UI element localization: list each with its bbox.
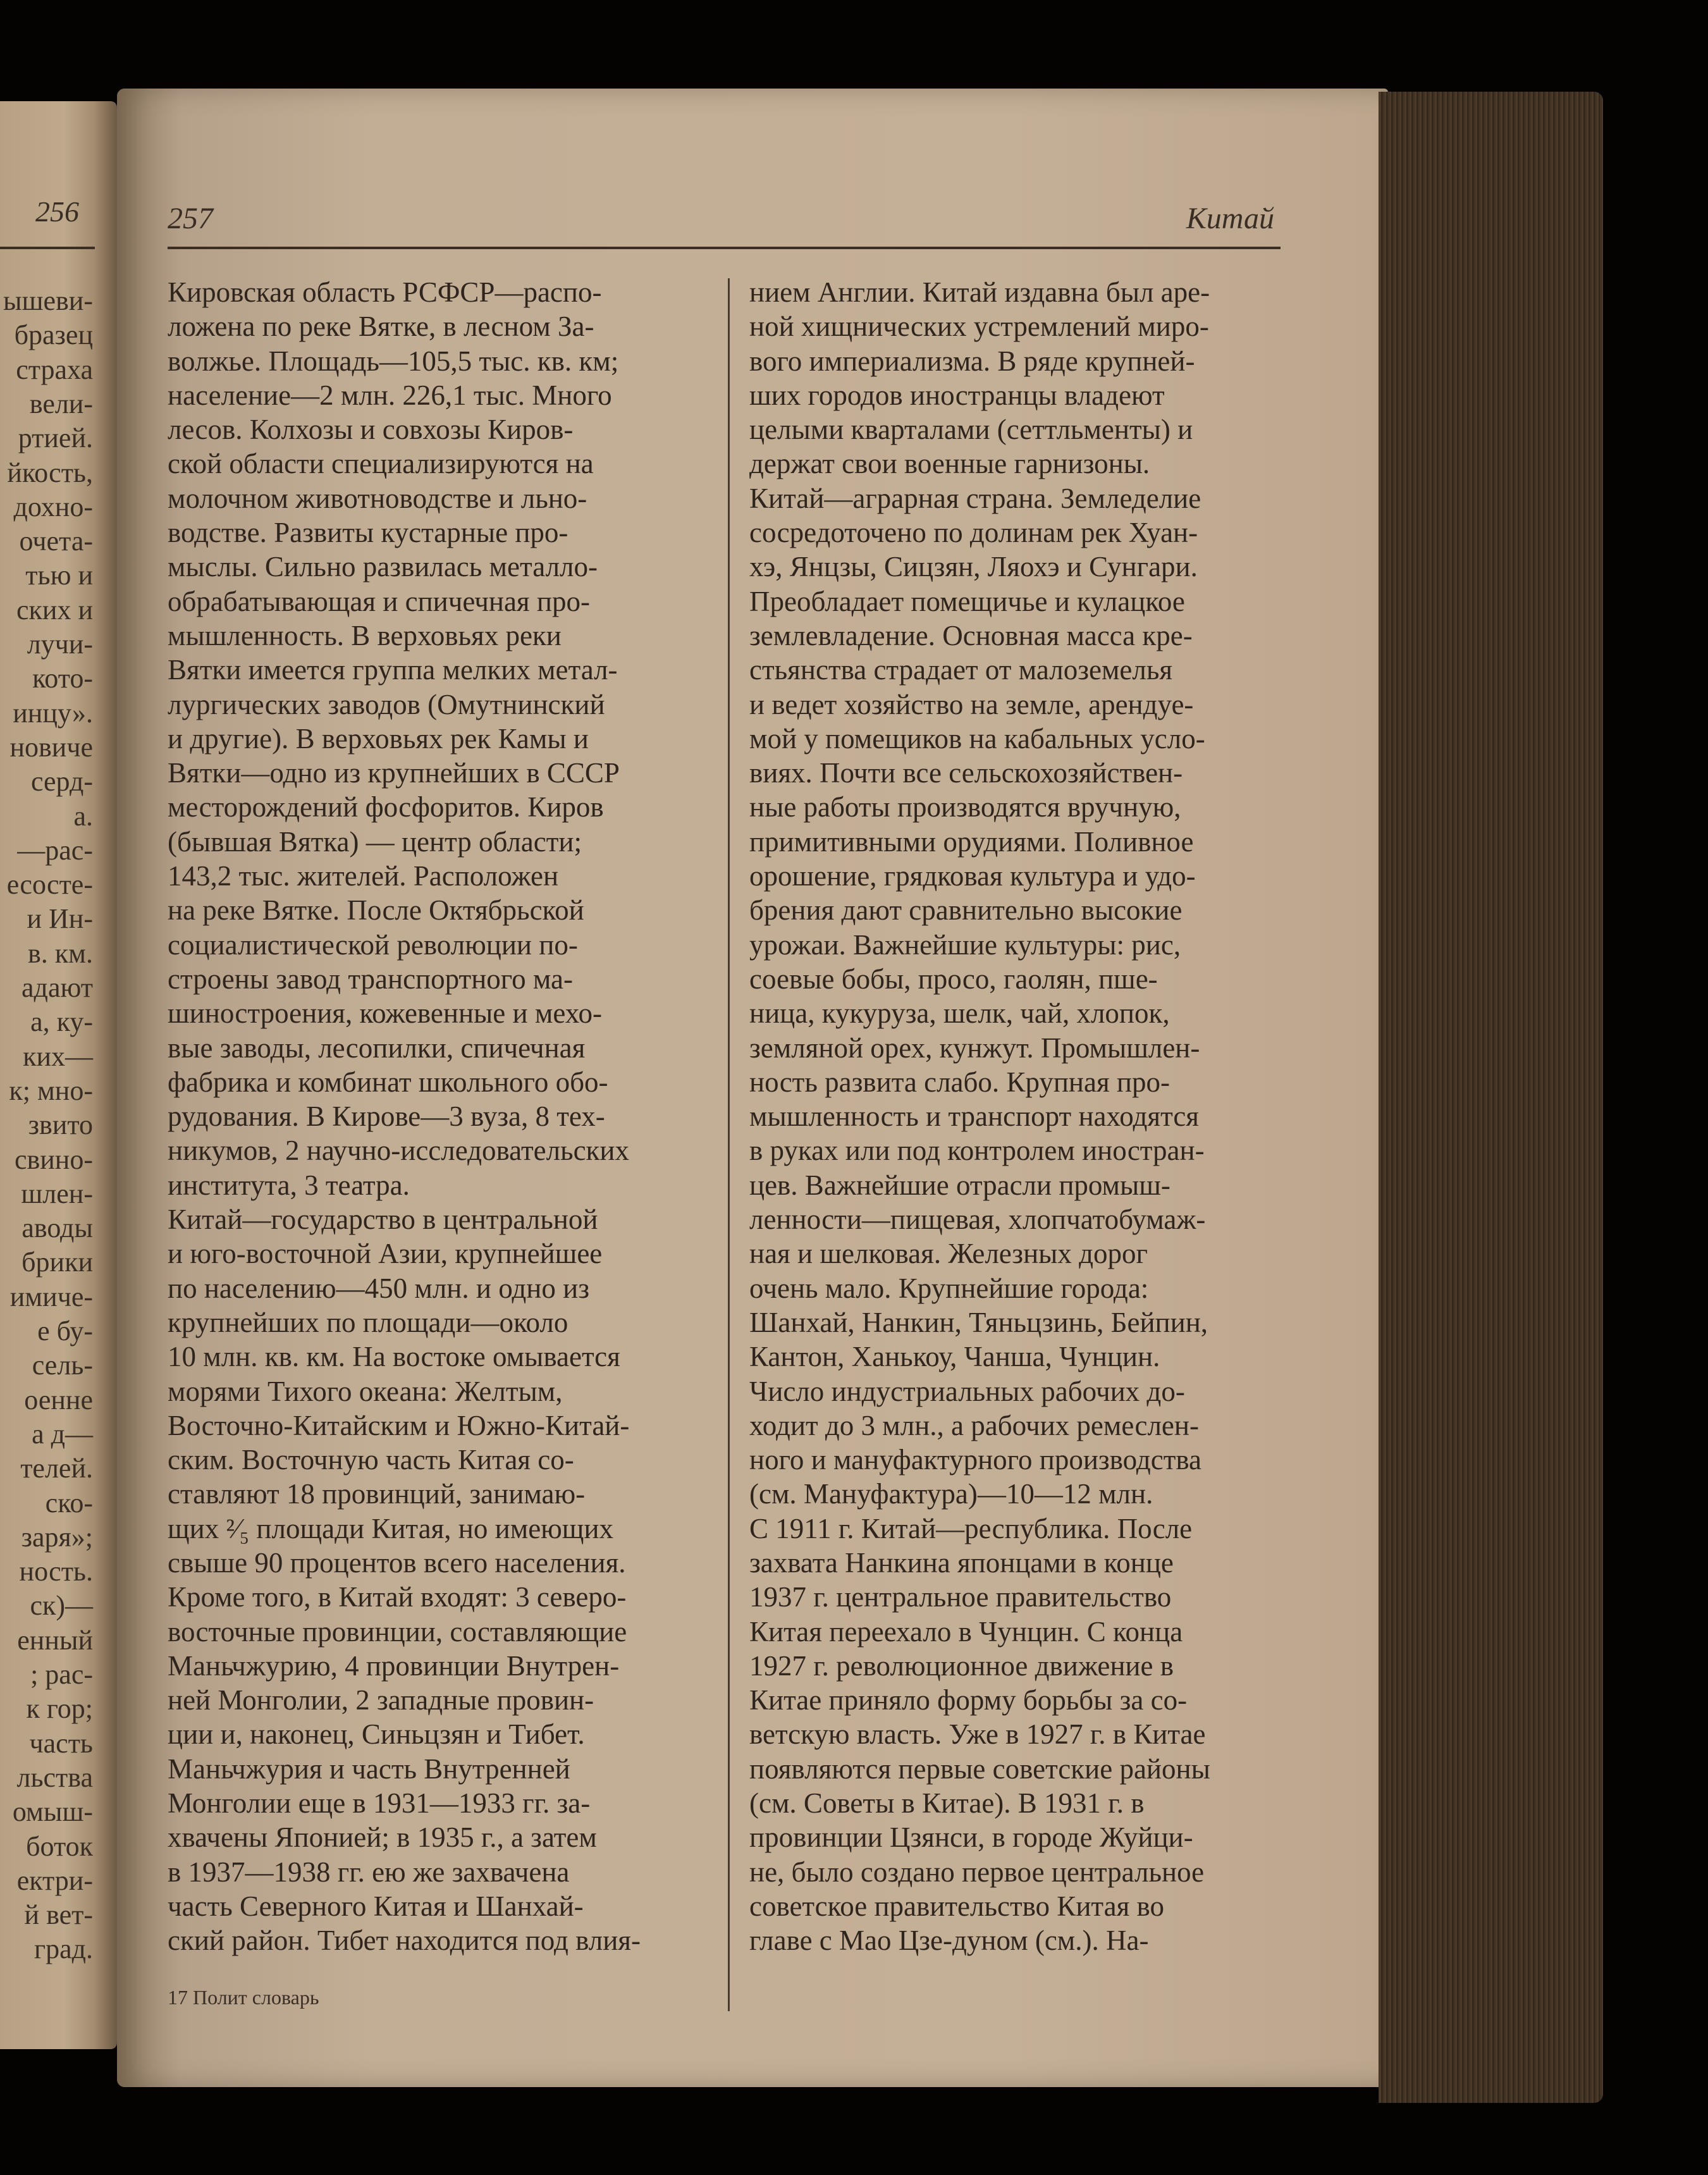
- text-line: брения дают сравнительно высокие: [749, 894, 1183, 927]
- text-line: хэ, Янцзы, Сицзян, Ляохэ и Сунгари.: [749, 551, 1198, 583]
- previous-page-line: а, ку-: [30, 1006, 93, 1038]
- text-line: часть Северного Китая и Шанхай-: [168, 1890, 584, 1922]
- previous-page-line: инцу».: [13, 697, 93, 729]
- previous-page-line: имиче-: [9, 1281, 93, 1312]
- text-line: земляной орех, кунжут. Промышлен-: [749, 1032, 1200, 1064]
- text-line: ней Монголии, 2 западные провин-: [168, 1684, 594, 1716]
- previous-page-line: шлен-: [21, 1178, 93, 1209]
- previous-page-line: ких—: [23, 1040, 93, 1072]
- previous-page-line: ектри-: [16, 1864, 93, 1896]
- text-line: мышленность и транспорт находятся: [749, 1100, 1199, 1133]
- previous-page-line: вели-: [29, 388, 93, 419]
- text-line: Кроме того, в Китай входят: 3 северо-: [168, 1581, 627, 1613]
- text-line: Монголии еще в 1931—1933 гг. за-: [168, 1787, 591, 1820]
- text-line: ходит до 3 млн., а рабочих ремеслен-: [749, 1409, 1199, 1441]
- text-line: ветскую власть. Уже в 1927 г. в Китае: [749, 1718, 1206, 1751]
- previous-page-line: серд-: [30, 766, 93, 798]
- text-line: Вятки—одно из крупнейших в СССР: [168, 757, 620, 789]
- text-line: появляются первые советские районы: [749, 1753, 1210, 1785]
- text-line: обрабатывающая и спичечная про-: [168, 585, 590, 617]
- text-line: ного и мануфактурного производства: [749, 1444, 1201, 1476]
- previous-page-line: брики: [22, 1247, 93, 1278]
- text-line: (см. Мануфактура)—10—12 млн.: [749, 1478, 1153, 1510]
- previous-page-line: к; мно-: [9, 1075, 93, 1106]
- page-number: 257: [168, 202, 213, 235]
- text-line: ших городов иностранцы владеют: [749, 379, 1165, 411]
- text-line: урожаи. Важнейшие культуры: рис,: [749, 928, 1181, 961]
- previous-page-line: ; рас-: [30, 1659, 93, 1690]
- text-line: Китай—аграрная страна. Земледелие: [749, 482, 1201, 514]
- text-line: на реке Вятке. После Октябрьской: [168, 894, 584, 927]
- text-line: рудования. В Кирове—3 вуза, 8 тех-: [168, 1100, 605, 1133]
- text-line: ставляют 18 провинций, занимаю-: [168, 1478, 586, 1510]
- text-line: Шанхай, Нанкин, Тяньцзинь, Бейпин,: [749, 1306, 1208, 1338]
- previous-page-line: дохно-: [13, 491, 93, 522]
- text-line: 10 млн. кв. км. На востоке омывается: [168, 1341, 620, 1373]
- text-line: мышленность. В верховьях реки: [168, 619, 562, 651]
- text-line: месторождений фосфоритов. Киров: [168, 791, 604, 823]
- text-line: главе с Мао Цзе-дуном (см.). На-: [749, 1925, 1149, 1957]
- previous-page-line: новиче: [9, 731, 93, 763]
- text-line: ленности—пищевая, хлопчатобумаж-: [749, 1204, 1206, 1236]
- page: [117, 89, 1388, 2087]
- previous-page-line: омыш-: [12, 1796, 93, 1828]
- text-line: волжье. Площадь—105,5 тыс. кв. км;: [168, 345, 619, 377]
- text-line: ской области специализируются на: [168, 448, 594, 480]
- previous-page-line: звито: [28, 1109, 93, 1141]
- text-line: Преобладает помещичье и кулацкое: [749, 585, 1185, 617]
- previous-page-line: град.: [34, 1933, 93, 1965]
- text-line: морями Тихого океана: Желтым,: [168, 1375, 563, 1407]
- text-line: и юго-восточной Азии, крупнейшее: [168, 1238, 603, 1270]
- text-line: восточные провинции, составляющие: [168, 1615, 627, 1648]
- previous-page-line: ско-: [45, 1487, 93, 1519]
- previous-page-line: очета-: [19, 526, 93, 557]
- text-line: ная и шелковая. Железных дорог: [749, 1238, 1148, 1270]
- text-line: держат свои военные гарнизоны.: [749, 448, 1150, 480]
- text-line: С 1911 г. Китай—республика. После: [749, 1512, 1193, 1544]
- text-line: никумов, 2 научно-исследовательских: [168, 1135, 629, 1167]
- text-line: ложена по реке Вятке, в лесном За-: [168, 311, 594, 343]
- previous-page-line: сель-: [32, 1350, 93, 1381]
- text-line: 143,2 тыс. жителей. Расположен: [168, 860, 559, 892]
- previous-page-line: аводы: [22, 1212, 93, 1244]
- text-line: лесов. Колхозы и совхозы Киров-: [168, 414, 574, 446]
- previous-page-line: заря»;: [21, 1521, 93, 1553]
- previous-page-number: 256: [35, 195, 79, 228]
- text-line: Кантон, Ханькоу, Чанша, Чунцин.: [749, 1341, 1160, 1373]
- previous-page-line: ность.: [19, 1556, 93, 1587]
- text-line: целыми кварталами (сеттльменты) и: [749, 414, 1193, 446]
- text-line: мыслы. Сильно развилась металло-: [168, 551, 598, 583]
- previous-page-line: —рас-: [17, 834, 93, 866]
- text-line: мой у помещиков на кабальных усло-: [749, 722, 1205, 755]
- previous-page-line: енный: [17, 1624, 93, 1656]
- text-line: хвачены Японией; в 1935 г., а затем: [168, 1821, 597, 1854]
- text-line: молочном животноводстве и льно-: [168, 482, 587, 514]
- text-line: население—2 млн. 226,1 тыс. Много: [168, 379, 612, 411]
- previous-page-line: ских и: [16, 594, 93, 625]
- text-line: Китай—государство в центральной: [168, 1204, 598, 1236]
- text-line: Кировская область РСФСР—распо-: [168, 276, 602, 308]
- previous-page-rule: [0, 247, 95, 249]
- previous-page-line: а.: [73, 800, 93, 832]
- text-line: очень мало. Крупнейшие города:: [749, 1272, 1149, 1304]
- text-line: Китая переехало в Чунцин. С конца: [749, 1615, 1183, 1648]
- text-line: института, 3 театра.: [168, 1169, 410, 1201]
- text-line: 1927 г. революционное движение в: [749, 1649, 1174, 1682]
- previous-page-line: в. км.: [28, 937, 93, 969]
- text-line: ность развита слабо. Крупная про-: [749, 1066, 1170, 1098]
- previous-page-line: йкость,: [7, 457, 93, 488]
- text-line: строены завод транспортного ма-: [168, 963, 574, 995]
- previous-page-line: льства: [16, 1761, 93, 1793]
- text-line: (см. Советы в Китае). В 1931 г. в: [749, 1787, 1145, 1820]
- text-line: соевые бобы, просо, гаолян, пше-: [749, 963, 1158, 995]
- text-line: примитивными орудиями. Поливное: [749, 825, 1194, 858]
- text-line: провинции Цзянси, в городе Жуйци-: [749, 1821, 1193, 1854]
- previous-page-line: страха: [16, 354, 93, 385]
- text-line: социалистической революции по-: [168, 928, 578, 961]
- previous-page-line: лучи-: [27, 629, 93, 660]
- text-line: 1937 г. центральное правительство: [749, 1581, 1172, 1613]
- previous-page-fragment: [0, 101, 117, 2049]
- text-line: Вятки имеется группа мелких метал-: [168, 654, 618, 686]
- text-line: ским. Восточную часть Китая со-: [168, 1444, 574, 1476]
- text-line: водстве. Развиты кустарные про-: [168, 517, 568, 549]
- text-line: Маньчжурию, 4 провинции Внутрен-: [168, 1649, 620, 1682]
- previous-page-line: й вет-: [24, 1899, 93, 1931]
- text-line: цев. Важнейшие отрасли промыш-: [749, 1169, 1170, 1201]
- previous-page-line: а д—: [32, 1418, 93, 1450]
- text-line: и другие). В верховьях рек Камы и: [168, 722, 589, 755]
- previous-page-line: часть: [29, 1727, 93, 1759]
- text-line: сосредоточено по долинам рек Хуан-: [749, 517, 1198, 549]
- text-line: ной хищнических устремлений миро-: [749, 311, 1209, 343]
- text-line: виях. Почти все сельскохозяйствен-: [749, 757, 1183, 789]
- previous-page-line: кото-: [32, 663, 93, 694]
- text-line: и ведет хозяйство на земле, арендуе-: [749, 688, 1194, 720]
- previous-page-line: к гор;: [26, 1693, 93, 1725]
- text-line: вого империализма. В ряде крупней-: [749, 345, 1195, 377]
- text-line: вые заводы, лесопилки, спичечная: [168, 1032, 586, 1064]
- text-line: советское правительство Китая во: [749, 1890, 1164, 1922]
- column-rule: [728, 278, 730, 2011]
- previous-page-line: ышеви-: [3, 285, 93, 316]
- previous-page-line: ртией.: [18, 422, 93, 454]
- text-line: стьянства страдает от малоземелья: [749, 654, 1173, 686]
- previous-page-line: боток: [26, 1830, 93, 1862]
- column-left: [168, 275, 709, 1958]
- text-line: Число индустриальных рабочих до-: [749, 1375, 1185, 1407]
- text-line: нием Англии. Китай издавна был аре-: [749, 276, 1210, 308]
- text-line: фабрика и комбинат школьного обо-: [168, 1066, 608, 1098]
- text-line: свыше 90 процентов всего населения.: [168, 1546, 626, 1579]
- column-right: [749, 275, 1284, 1958]
- previous-page-line: оенне: [24, 1384, 93, 1415]
- text-line: лургических заводов (Омутнинский: [168, 688, 605, 720]
- text-line: шиностроения, кожевенные и мехо-: [168, 997, 602, 1030]
- previous-page-line: свино-: [14, 1143, 93, 1175]
- previous-page-line: и Ин-: [27, 903, 93, 935]
- previous-page-line: е бу-: [37, 1315, 93, 1346]
- page-footer: 17 Полит словарь: [168, 1986, 319, 2009]
- text-line: орошение, грядковая культура и удо-: [749, 860, 1196, 892]
- previous-page-line: адают: [22, 972, 93, 1003]
- text-line: Китае приняло форму борьбы за со-: [749, 1684, 1188, 1716]
- text-line: щих ²⁄₅ площади Китая, но имеющих: [168, 1512, 614, 1544]
- text-line: Маньчжурия и часть Внутренней: [168, 1753, 570, 1785]
- previous-page-line: телей.: [20, 1453, 93, 1484]
- text-line: по населению—450 млн. и одно из: [168, 1272, 589, 1304]
- previous-page-line: бразец: [14, 319, 93, 351]
- book-page-edges: [1379, 92, 1603, 2103]
- text-line: землевладение. Основная масса кре-: [749, 619, 1193, 651]
- text-line: ница, кукуруза, шелк, чай, хлопок,: [749, 997, 1170, 1030]
- text-line: в руках или под контролем иностран-: [749, 1135, 1205, 1167]
- text-line: захвата Нанкина японцами в конце: [749, 1546, 1174, 1579]
- previous-page-line: ск)—: [30, 1590, 93, 1622]
- text-line: в 1937—1938 гг. ею же захвачена: [168, 1856, 570, 1888]
- text-line: ский район. Тибет находится под влия-: [168, 1925, 641, 1957]
- previous-page-line: есосте-: [6, 869, 93, 901]
- text-line: (бывшая Вятка) — центр области;: [168, 825, 582, 858]
- running-title: Китай: [1186, 202, 1274, 235]
- text-line: ции и, наконец, Синьцзян и Тибет.: [168, 1718, 585, 1751]
- text-line: крупнейших по площади—около: [168, 1306, 568, 1338]
- header-rule: [168, 247, 1281, 249]
- previous-page-line: тью и: [25, 560, 93, 591]
- text-line: Восточно-Китайским и Южно-Китай-: [168, 1409, 630, 1441]
- text-line: ные работы производятся вручную,: [749, 791, 1181, 823]
- text-line: не, было создано первое центральное: [749, 1856, 1205, 1888]
